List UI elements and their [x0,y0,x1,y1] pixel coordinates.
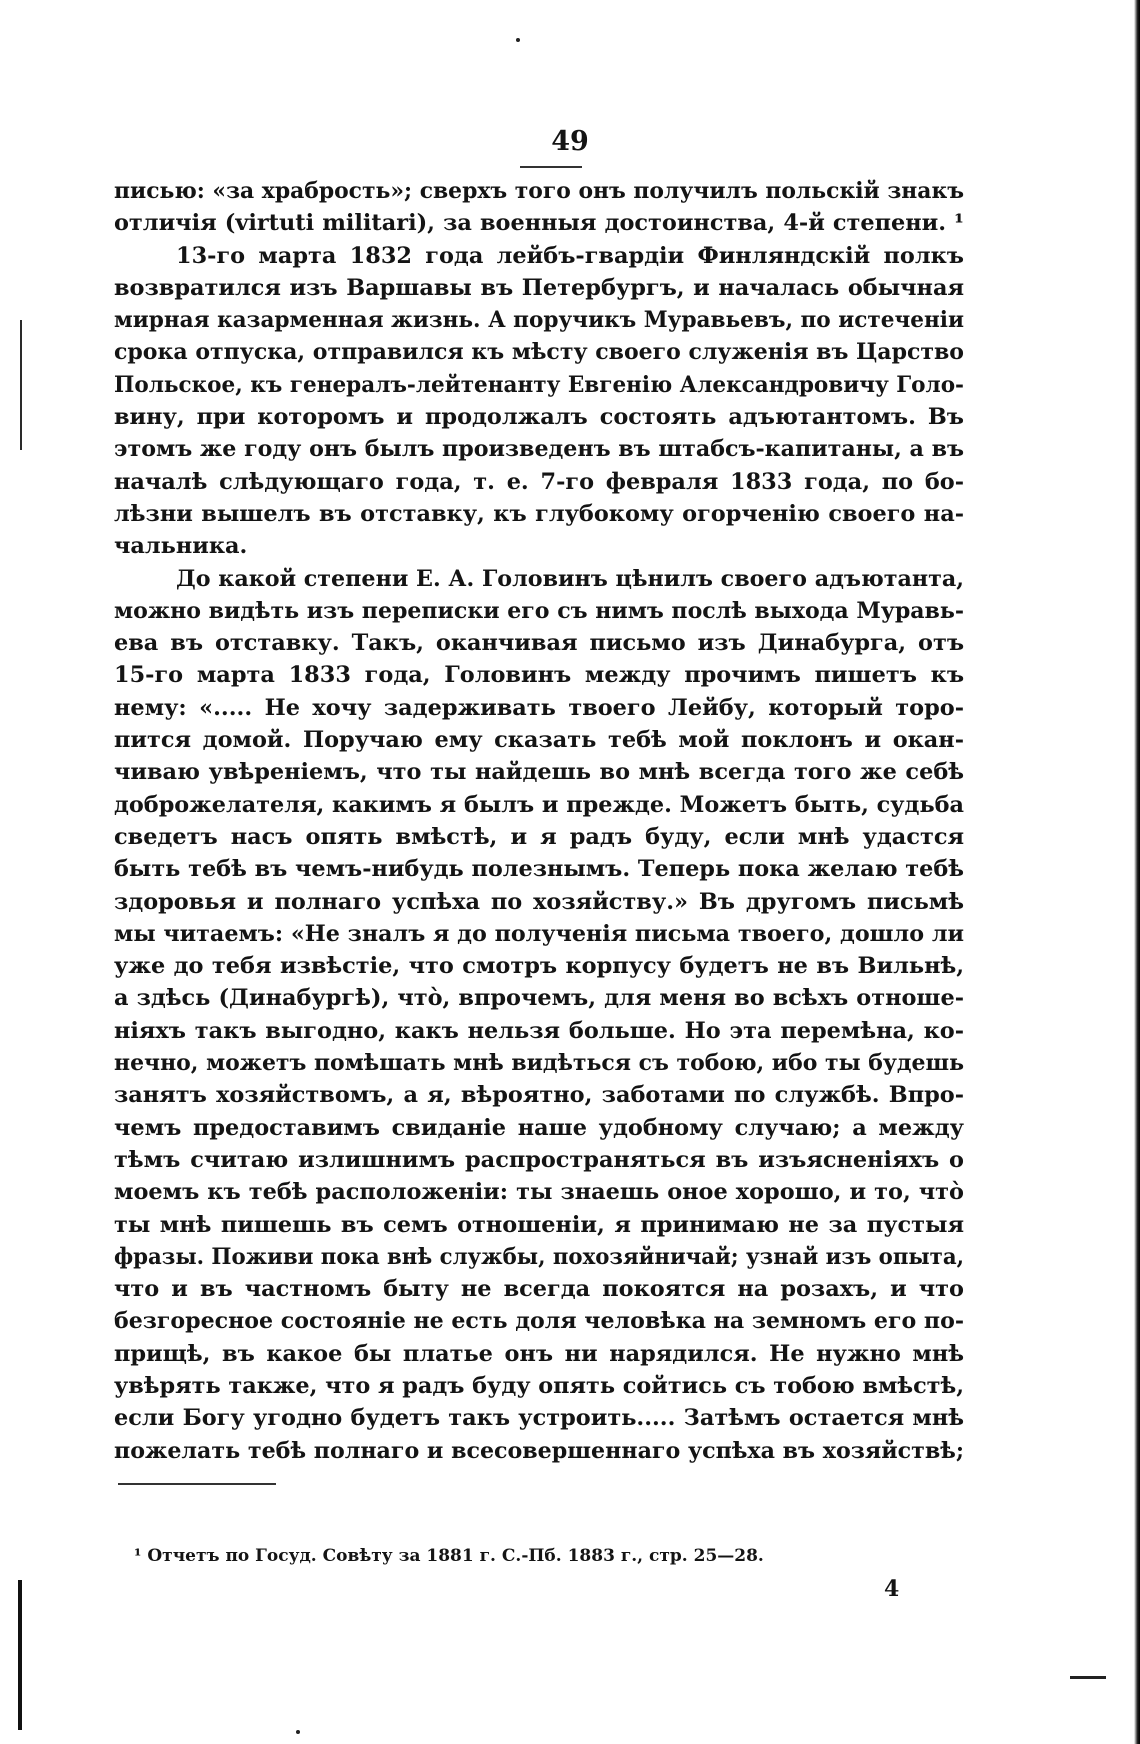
page-number: 49 [551,126,589,157]
footnote-rule [118,1483,276,1485]
body-text [114,175,964,1467]
text-line: нечно, можетъ помѣшать мнѣ видѣться съ тобою, ибо ты будешь [114,1050,964,1077]
text-line: моемъ къ тебѣ расположеніи: ты знаешь оное хорошо, и то, что̀ [114,1179,964,1206]
text-line: лѣзни вышелъ въ отставку, къ глубокому огорченію своего на- [114,500,964,527]
text-line: ты мнѣ пишешь въ семъ отношеніи, я принимаю не за пустыя [114,1211,964,1238]
text-line: этомъ же году онъ былъ произведенъ въ штабсъ-капитаны, а въ [114,436,964,463]
text-line: мирная казарменная жизнь. А поручикъ Муравьевъ, по истеченіи [114,307,964,334]
paragraph-start-line: 13-го марта 1832 года лейбъ-гвардіи Финляндскій полкъ [176,242,964,269]
paragraph-end-line: чальника. [114,533,248,560]
paragraph-start-line: До какой степени Е. А. Головинъ цѣнилъ своего адъютанта, [176,565,964,592]
text-line: фразы. Поживи пока внѣ службы, похозяйничай; узнай изъ опыта, [114,1243,964,1270]
text-line: писью: «за храбрость»; сверхъ того онъ получилъ польскій знакъ [114,178,964,204]
footnote: ¹ Отчетъ по Госуд. Совѣту за 1881 г. С.-Пб. 1883 г., стр. 25—28. [134,1546,764,1566]
text-line: безгоресное состояніе не есть доля человѣка на земномъ его по- [114,1308,964,1335]
text-line: можно видѣть изъ переписки его съ нимъ послѣ выхода Муравь- [114,597,964,624]
text-line: сведетъ насъ опять вмѣстѣ, и я радъ буду, если мнѣ удастся [114,823,964,850]
text-line: вину, при которомъ и продолжалъ состоять адъютантомъ. Въ [114,404,964,431]
text-line: срока отпуска, отправился къ мѣсту своего служенія въ Царство [114,339,964,366]
scan-edge-left-lower [18,1580,22,1730]
text-line: нему: «..... Не хочу задерживать твоего Лейбу, который торо- [114,694,964,721]
text-line: возвратился изъ Варшавы въ Петербургъ, и началась обычная [114,274,964,301]
text-line: тѣмъ считаю излишнимъ распространяться въ изъясненіяхъ о [114,1146,964,1173]
scan-edge-left [20,320,22,450]
text-line: быть тебѣ въ чемъ-нибудь полезнымъ. Теперь пока желаю тебѣ [114,856,964,883]
text-line: пится домой. Поручаю ему сказать тебѣ мой поклонъ и окан- [114,727,964,754]
scan-speck [516,38,520,42]
text-line: прищѣ, въ какое бы платье онъ ни нарядился. Не нужно мнѣ [114,1340,964,1367]
scan-edge-right [1134,0,1140,1744]
text-line: началѣ слѣдующаго года, т. е. 7-го февраля 1833 года, по бо- [114,468,964,495]
scan-dash [1070,1676,1106,1679]
text-line: увѣрять также, что я радъ буду опять сойтись съ тобою вмѣстѣ, [114,1372,964,1399]
text-line: ева въ отставку. Такъ, оканчивая письмо изъ Динабурга, отъ [114,630,964,657]
text-line: доброжелателя, какимъ я былъ и прежде. Можетъ быть, судьба [114,791,964,818]
text-line: ніяхъ такъ выгодно, какъ нельзя больше. Но эта перемѣна, ко- [114,1017,964,1044]
text-line: 15-го марта 1833 года, Головинъ между прочимъ пишетъ къ [114,662,964,689]
text-line: Польское, къ генералъ-лейтенанту Евгенію Александровичу Голо- [114,371,964,398]
text-line: если Богу угодно будетъ такъ устроить..... Затѣмъ остается мнѣ [114,1405,964,1432]
text-line: мы читаемъ: «Не зналъ я до полученія письма твоего, дошло ли [114,920,964,947]
signature-mark: 4 [884,1576,900,1602]
text-line: отличія (virtuti militari), за военныя достоинства, 4-й степени. ¹ [114,210,964,237]
text-line: занятъ хозяйствомъ, а я, вѣроятно, заботами по службѣ. Впро- [114,1082,964,1109]
text-line: чемъ предоставимъ свиданіе наше удобному случаю; а между [114,1114,964,1141]
text-line: уже до тебя извѣстіе, что смотръ корпусу будетъ не въ Вильнѣ, [114,953,964,980]
text-line: здоровья и полнаго успѣха по хозяйству.» Въ другомъ письмѣ [114,888,964,915]
text-line: что и въ частномъ быту не всегда покоятся на розахъ, и что [114,1276,964,1303]
text-line: а здѣсь (Динабургѣ), что̀, впрочемъ, для меня во всѣхъ отноше- [114,985,964,1012]
scan-speck [296,1730,300,1734]
text-line: чиваю увѣреніемъ, что ты найдешь во мнѣ всегда того же себѣ [114,759,964,786]
text-line: пожелать тебѣ полнаго и всесовершеннаго успѣха въ хозяйствѣ; [114,1437,964,1464]
header-rule [520,166,582,168]
